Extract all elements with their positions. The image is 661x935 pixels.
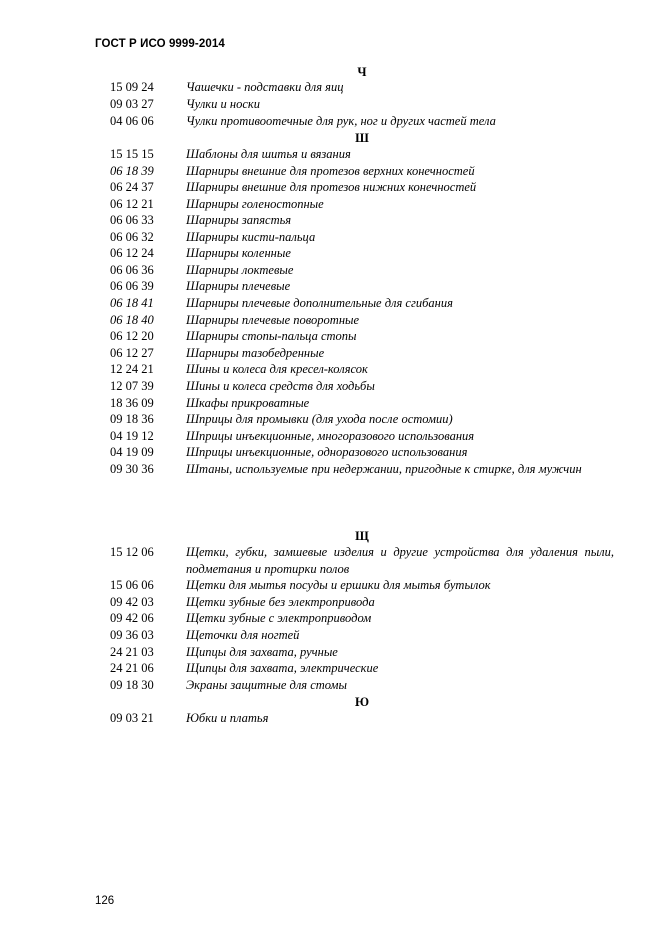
entry-text: Экраны защитные для стомы <box>186 678 348 692</box>
entry-code: 06 06 39 <box>110 279 154 293</box>
entry-code: 09 18 30 <box>110 678 154 692</box>
entry-text: Щетки зубные с электроприводом <box>186 611 372 625</box>
entry-text: Шарниры тазобедренные <box>186 346 325 360</box>
entry-code: 06 12 24 <box>110 246 154 260</box>
entry-code: 12 24 21 <box>110 362 154 376</box>
entry-text: Шины и колеса средств для ходьбы <box>186 379 375 393</box>
section-letter: Щ <box>355 529 369 543</box>
entry-text: Щетки зубные без электропривода <box>186 595 375 609</box>
entry-code: 04 19 12 <box>110 429 154 443</box>
entry-text: Шарниры коленные <box>186 246 291 260</box>
entry-text: Шарниры внешние для протезов нижних конечностей <box>186 180 477 194</box>
entry-code: 06 12 20 <box>110 329 154 343</box>
entry-text: Щипцы для захвата, ручные <box>186 645 338 659</box>
entry-text: Штаны, используемые при недержании, пригодные к стирке, для мужчин <box>186 462 582 476</box>
entry-code: 09 36 03 <box>110 628 154 642</box>
entry-code: 06 06 36 <box>110 263 154 277</box>
entry-code: 06 24 37 <box>110 180 154 194</box>
entry-code: 06 18 40 <box>110 313 154 327</box>
page-number: 126 <box>95 895 115 907</box>
entry-code: 04 19 09 <box>110 445 154 459</box>
entry-text: Чашечки - подставки для яиц <box>186 80 344 94</box>
section-letter: Ю <box>354 695 370 709</box>
entry-text: Шприцы для промывки (для ухода после остомии) <box>186 412 453 426</box>
entry-text: Шарниры голеностопные <box>186 197 324 211</box>
entry-code: 15 15 15 <box>110 147 154 161</box>
entry-text: Шприцы инъекционные, многоразового использования <box>186 429 475 443</box>
section-letter: Ч <box>357 65 367 79</box>
entry-code: 18 36 09 <box>110 396 154 410</box>
entry-text: Шкафы прикроватные <box>186 396 310 410</box>
entry-code: 06 12 21 <box>110 197 154 211</box>
entry-text: Шарниры плечевые <box>186 279 291 293</box>
entry-text: Щеточки для ногтей <box>186 628 300 642</box>
entry-code: 09 03 27 <box>110 97 154 111</box>
entry-code: 06 06 33 <box>110 213 154 227</box>
entry-code: 15 06 06 <box>110 578 154 592</box>
entry-text: Щипцы для захвата, электрические <box>186 661 379 675</box>
entry-code: 09 30 36 <box>110 462 154 476</box>
entry-text: Щетки для мытья посуды и ершики для мытья бутылок <box>186 578 491 592</box>
entry-text: Шприцы инъекционные, одноразового использования <box>186 445 468 459</box>
document-header: ГОСТ Р ИСО 9999-2014 <box>95 38 225 50</box>
entry-text: Шарниры кисти-пальца <box>186 230 316 244</box>
entry-text: Шины и колеса для кресел-колясок <box>186 362 368 376</box>
entry-code: 09 42 06 <box>110 611 154 625</box>
entry-code: 09 18 36 <box>110 412 154 426</box>
entry-code: 15 12 06 <box>110 545 154 559</box>
entry-text: Чулки противоотечные для рук, ног и других частей тела <box>186 114 496 128</box>
entry-text: Шарниры локтевые <box>186 263 294 277</box>
entry-code: 12 07 39 <box>110 379 154 393</box>
entry-text: Шарниры плечевые дополнительные для сгибания <box>186 296 453 310</box>
entry-text: Юбки и платья <box>186 711 269 725</box>
entry-code: 06 18 41 <box>110 296 154 310</box>
entry-text: Шарниры внешние для протезов верхних конечностей <box>186 164 475 178</box>
entry-code: 04 06 06 <box>110 114 154 128</box>
entry-code: 09 42 03 <box>110 595 154 609</box>
entry-code: 24 21 06 <box>110 661 154 675</box>
entry-text: Шаблоны для шитья и вязания <box>186 147 351 161</box>
entry-code: 09 03 21 <box>110 711 154 725</box>
entry-text: Шарниры плечевые поворотные <box>186 313 360 327</box>
entry-code: 06 12 27 <box>110 346 154 360</box>
entry-code: 15 09 24 <box>110 80 154 94</box>
entry-text: Щетки, губки, замшевые изделия и другие устройства для удаления пыли, подметания и протирки полов <box>186 545 614 576</box>
entry-code: 24 21 03 <box>110 645 154 659</box>
entry-code: 06 06 32 <box>110 230 154 244</box>
entry-text: Шарниры стопы-пальца стопы <box>186 329 357 343</box>
section-letter: Ш <box>355 131 369 145</box>
entry-code: 06 18 39 <box>110 164 154 178</box>
entry-text: Чулки и носки <box>186 97 260 111</box>
entry-text: Шарниры запястья <box>186 213 292 227</box>
